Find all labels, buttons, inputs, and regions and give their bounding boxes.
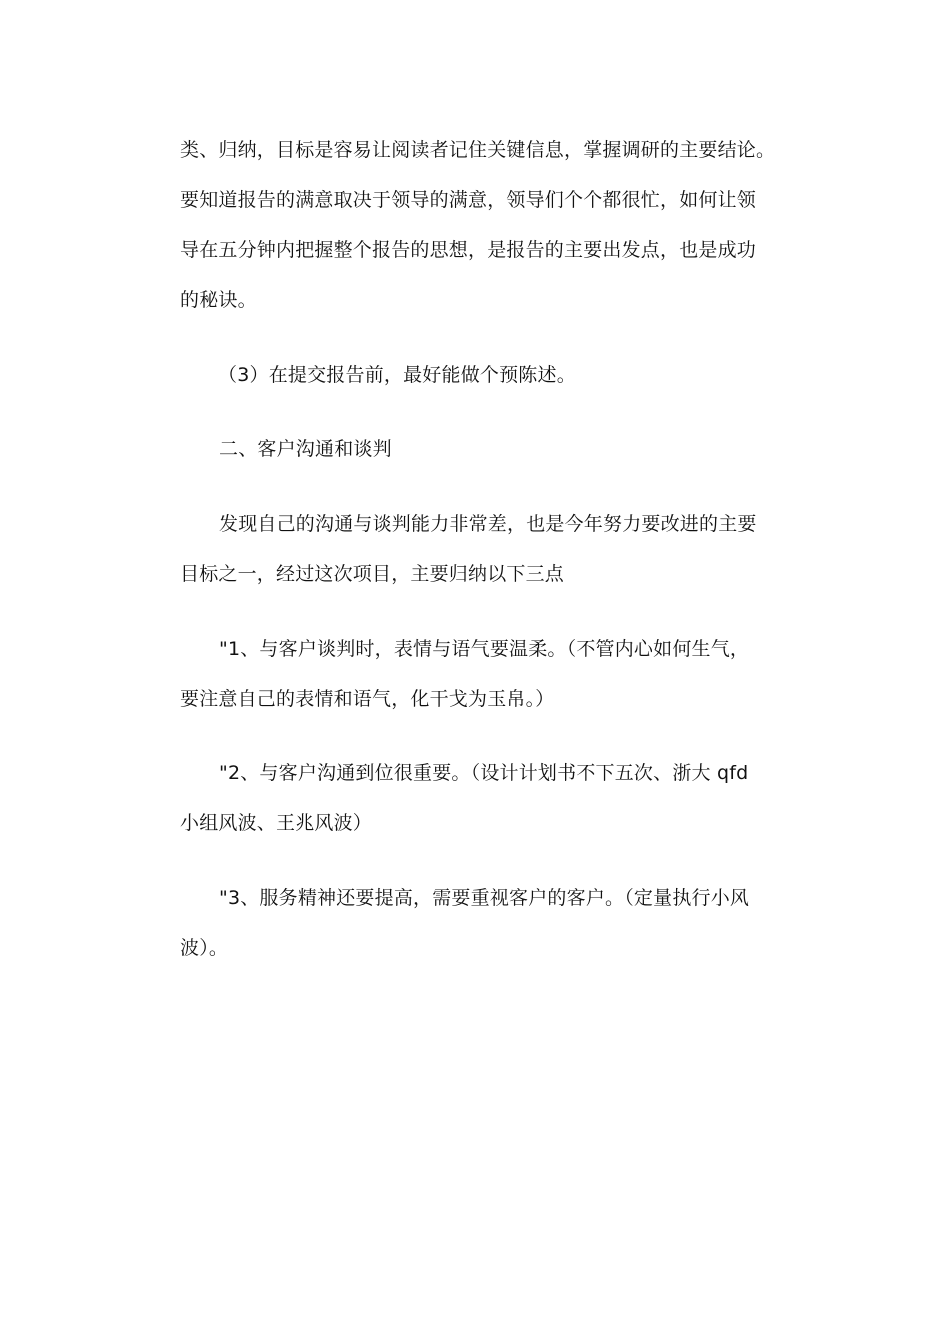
list-item-line: 波）。 [180, 937, 229, 959]
section-heading: 二、客户沟通和谈判 [219, 438, 392, 460]
list-item-line: "3、服务精神还要提高，需要重视客户的客户。（定量执行小风 [219, 887, 750, 909]
paragraph-line: 发现自己的沟通与谈判能力非常差，也是今年努力要改进的主要 [219, 513, 757, 535]
list-item-line: 小组风波、王兆风波） [180, 812, 373, 834]
list-item-line: "2、与客户沟通到位很重要。（设计计划书不下五次、浙大 qfd [219, 762, 749, 784]
paragraph-line: 目标之一，经过这次项目，主要归纳以下三点 [180, 563, 565, 585]
paragraph-line: 导在五分钟内把握整个报告的思想，是报告的主要出发点，也是成功 [180, 239, 757, 261]
paragraph-line: （3）在提交报告前，最好能做个预陈述。 [218, 364, 576, 386]
list-item-line: 要注意自己的表情和语气，化干戈为玉帛。） [180, 688, 555, 710]
list-item-line: "1、与客户谈判时，表情与语气要温柔。（不管内心如何生气， [219, 638, 750, 660]
paragraph-line: 要知道报告的满意取决于领导的满意，领导们个个都很忙，如何让领 [180, 189, 757, 211]
paragraph-line: 的秘诀。 [180, 289, 257, 311]
paragraph-line: 类、归纳，目标是容易让阅读者记住关键信息，掌握调研的主要结论。 [180, 139, 776, 161]
